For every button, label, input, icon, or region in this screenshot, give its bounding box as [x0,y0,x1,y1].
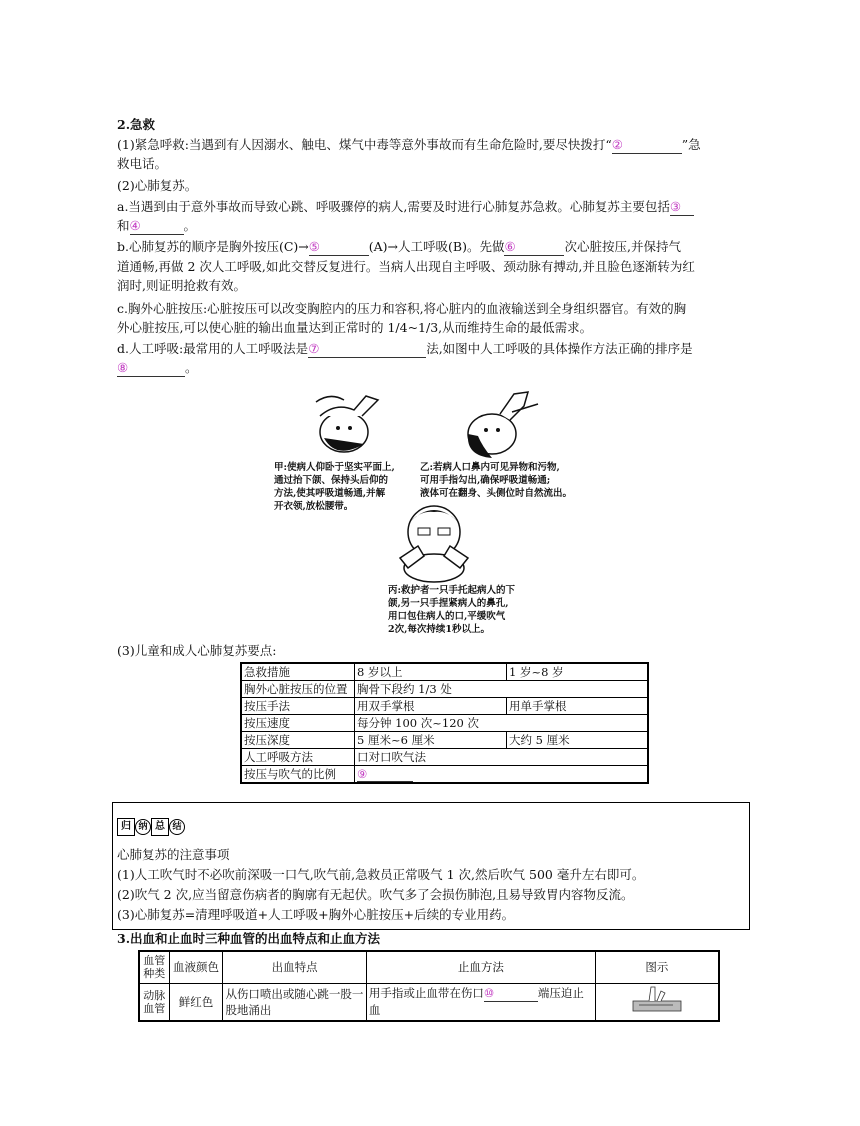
table-heading: (3)儿童和成人心肺复苏要点: [117,643,277,658]
paragraph-cpr: (2)心肺复苏。 [117,178,198,193]
paragraph-emergency-call: (1)紧急呼救:当遇到有人因溺水、触电、煤气中毒等意外事故而有生命危险时,要尽快拨打“② ”急 [117,137,701,152]
paragraph-b-cont2: 润时,则证明抢救有效。 [117,278,246,293]
artery-pressure-illustration [629,985,685,1015]
blank-10[interactable]: ⑩ [484,985,538,1002]
table-row: 按压与吹气的比例 ⑨ [241,766,648,784]
paragraph-c-cont: 外心脏按压,可以使心脏的输出血量达到正常时的 1/4~1/3,从而维持生命的最低需求。 [117,320,593,335]
paragraph-a-cont: 和④ 。 [117,218,197,233]
bleeding-heading: 3.出血和止血时三种血管的出血特点和止血方法 [117,931,381,946]
table-row: 按压速度 每分钟 100 次~120 次 [241,715,648,732]
caption-yi: 乙:若病人口鼻内可见异物和污物, 可用手指勾出,确保呼吸道畅通; 液体可在翻身、头侧位时自然流出。 [420,462,573,499]
table-row: 急救措施 8 岁以上 1 岁~8 岁 [241,663,648,681]
summary-item: (3)心肺复苏=清理呼吸道+人工呼吸+胸外心脏按压+后续的专业用药。 [117,907,515,922]
summary-item: (1)人工吹气时不必吹前深吸一口气,吹气前,急救员正常吸气 1 次,然后吹气 500 毫升左右即可。 [117,867,645,882]
paragraph-b: b.心肺复苏的顺序是胸外按压(C)→⑤ (A)→人工呼吸(B)。先做⑥ 次心脏按压,并保持气 [117,239,681,254]
blank-2[interactable]: ② [612,136,682,154]
paragraph-d-cont: ⑧ 。 [117,360,198,375]
blank-4[interactable]: ④ [130,217,184,235]
blank-9[interactable]: ⑨ [357,767,413,782]
summary-badge: 归 纳 总 结 [117,817,185,836]
section-title: 2.急救 [117,117,156,132]
blank-6[interactable]: ⑥ [504,238,564,256]
table-row: 人工呼吸方法 口对口吹气法 [241,749,648,766]
table-row: 动脉血管 鲜红色 从伤口喷出或随心跳一股一股地涌出 用手指或止血带在伤口⑩ 端压迫止血 [139,983,719,1021]
table-row: 按压深度 5 厘米~6 厘米 大约 5 厘米 [241,732,648,749]
blank-3[interactable]: ③ [670,198,694,216]
rescue-illustration-yi [452,384,542,464]
summary-box [112,802,750,930]
blank-7[interactable]: ⑦ [308,340,426,358]
paragraph-d: d.人工呼吸:最常用的人工呼吸法是⑦ 法,如图中人工呼吸的具体操作方法正确的排序是 [117,341,693,356]
paragraph-b-cont1: 道通畅,再做 2 次人工呼吸,如此交替反复进行。当病人出现自主呼吸、颈动脉有搏动,并且脸色逐渐转为红 [117,259,695,274]
bleeding-table [138,950,720,1022]
rescue-illustration-jia [296,382,386,462]
table-row: 按压手法 用双手掌根 用单手掌根 [241,698,648,715]
paragraph-c: c.胸外心脏按压:心脏按压可以改变胸腔内的压力和容积,将心脏内的血液输送到全身组织器官。有效的胸 [117,301,687,316]
paragraph-a: a.当遇到由于意外事故而导致心跳、呼吸骤停的病人,需要及时进行心肺复苏急救。心肺复苏主要包括③ [117,198,747,216]
paragraph-emergency-call-cont: 救电话。 [117,156,168,171]
table-header-row: 血管种类 血液颜色 出血特点 止血方法 图示 [139,951,719,983]
caption-jia: 甲:使病人仰卧于坚实平面上, 通过抬下颌、保持头后仰的 方法,使其呼吸道畅通,并解 开衣领,放松腰带。 [274,462,395,512]
blank-8[interactable]: ⑧ [117,359,185,377]
rescue-illustration-bing [384,498,484,584]
summary-title: 心肺复苏的注意事项 [117,847,230,862]
cpr-points-table [240,662,649,784]
caption-bing: 丙:救护者一只手托起病人的下 颌,另一只手捏紧病人的鼻孔, 用口包住病人的口,平缓吹气 2次,每次持续1秒以上。 [388,585,516,635]
blank-5[interactable]: ⑤ [309,238,369,256]
summary-item: (2)吹气 2 次,应当留意伤病者的胸廓有无起伏。吹气多了会损伤肺泡,且易导致胃内容物反流。 [117,887,634,902]
table-row: 胸外心脏按压的位置 胸骨下段约 1/3 处 [241,681,648,698]
